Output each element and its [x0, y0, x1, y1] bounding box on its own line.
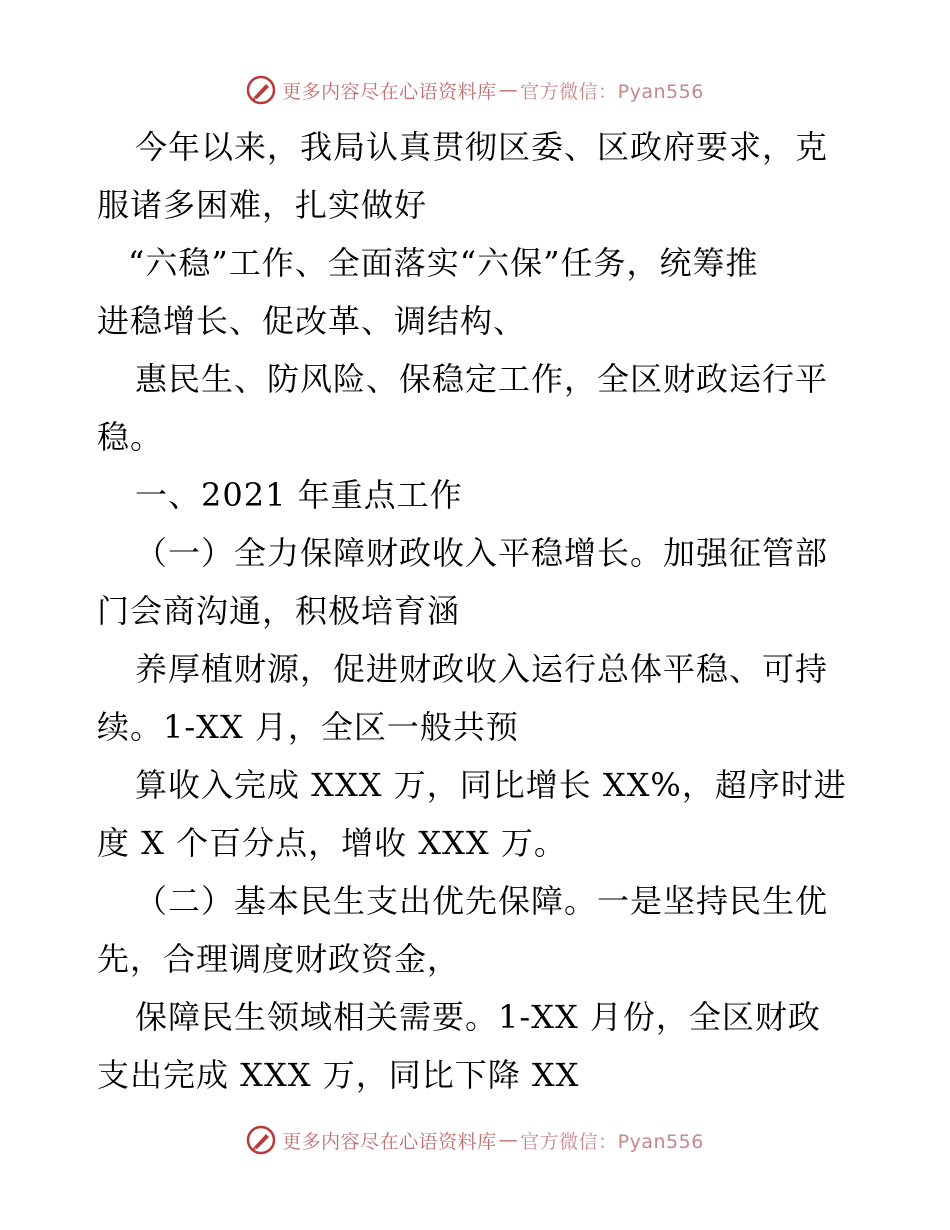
header-watermark	[0, 70, 950, 110]
text-line: 续。1-XX 月，全区一般共预	[97, 708, 519, 746]
text-line: 度 X 个百分点，增收 XXX 万。	[97, 824, 567, 862]
footer-watermark	[0, 1120, 950, 1160]
text-line: 算收入完成 XXX 万，同比增长 XX%，超序时进	[135, 766, 847, 804]
section-heading: 一、2021 年重点工作	[135, 476, 463, 514]
text-line: （二）基本民生支出优先保障。一是坚持民生优	[135, 882, 829, 920]
text-line: 今年以来，我局认真贯彻区委、区政府要求，克	[135, 128, 829, 166]
pen-logo-icon	[246, 1125, 276, 1155]
text-line: 进稳增长、促改革、调结构、	[97, 302, 527, 340]
text-line: 保障民生领域相关需要。1-XX 月份，全区财政	[135, 998, 821, 1036]
text-line: 先，合理调度财政资金，	[97, 940, 461, 978]
watermark-text: 更多内容尽在心语资料库	[282, 80, 497, 103]
text-line: 支出完成 XXX 万，同比下降 XX	[97, 1056, 580, 1094]
text-line: “六稳”工作、全面落实“六保”任务，统筹推	[128, 244, 759, 282]
text-line: （一）全力保障财政收入平稳增长。加强征管部	[135, 534, 829, 572]
text-line: 稳。	[97, 418, 164, 456]
text-line: 养厚植财源，促进财政收入运行总体平稳、可持	[135, 650, 829, 688]
text-line: 门会商沟通，积极培育涵	[97, 592, 461, 630]
text-line: 惠民生、防风险、保稳定工作，全区财政运行平	[135, 360, 829, 398]
pen-logo-icon	[246, 75, 276, 105]
watermark-dash: —	[498, 1129, 519, 1151]
watermark-dash: —	[498, 79, 519, 101]
watermark-text: 更多内容尽在心语资料库	[282, 1130, 497, 1153]
watermark-wechat: 官方微信：Pyan556	[520, 80, 704, 103]
text-line: 服诸多困难，扎实做好	[97, 186, 428, 224]
watermark-wechat: 官方微信：Pyan556	[520, 1130, 704, 1153]
